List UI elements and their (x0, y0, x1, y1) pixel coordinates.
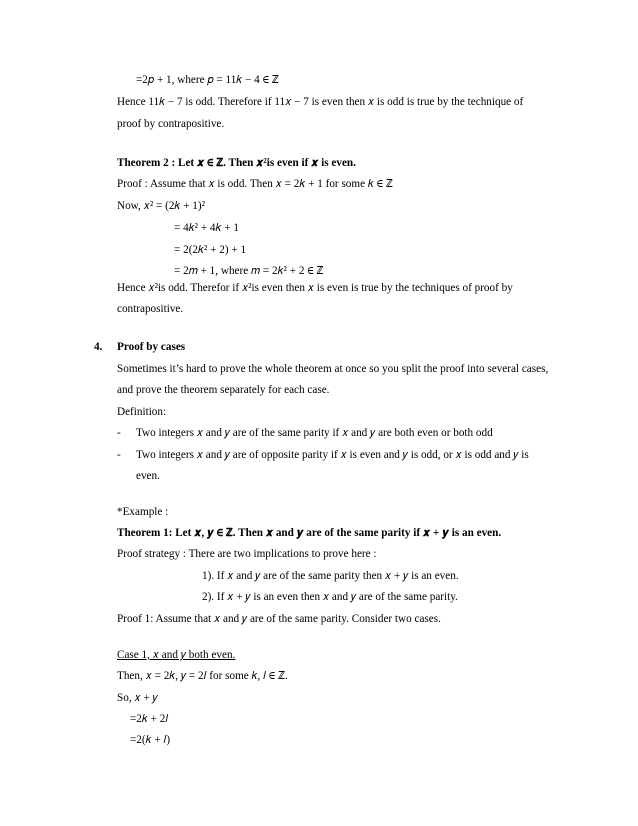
equation-line: Now, 𝑥² = (2𝑘 + 1)² (117, 200, 205, 212)
section-number: 4. (94, 341, 103, 353)
text-line: contrapositive. (117, 303, 184, 315)
text-line: Sometimes it’s hard to prove the whole theorem at once so you split the proof into several cases, (117, 363, 549, 375)
implication-item: 2). If 𝑥 + 𝑦 is an even then 𝑥 and 𝑦 are of the same parity. (202, 591, 458, 603)
text-line: Definition: (117, 406, 167, 418)
theorem-heading: Theorem 2 : Let 𝒙 ∈ ℤ. Then 𝒙²is even if 𝒙 is even. (117, 157, 356, 169)
text-line: Proof strategy : There are two implications to prove here : (117, 548, 377, 560)
list-item-continuation: even. (136, 470, 160, 482)
text-line: Proof 1: Assume that 𝑥 and 𝑦 are of the same parity. Consider two cases. (117, 613, 441, 625)
list-bullet: - (117, 427, 121, 439)
text-line: and prove the theorem separately for each case. (117, 384, 330, 396)
text-line: Proof : Assume that 𝑥 is odd. Then 𝑥 = 2𝑘 + 1 for some 𝑘 ∈ ℤ (117, 178, 393, 190)
text-line: Then, 𝑥 = 2𝑘, 𝑦 = 2𝑙 for some 𝑘, 𝑙 ∈ ℤ. (117, 670, 288, 682)
list-item: Two integers 𝑥 and 𝑦 are of the same parity if 𝑥 and 𝑦 are both even or both odd (136, 427, 493, 439)
case-heading: Case 1, 𝑥 and 𝑦 both even. (117, 649, 236, 661)
equation-line: So, 𝑥 + 𝑦 (117, 692, 158, 704)
example-label: *Example : (117, 506, 169, 518)
equation-line: =2𝑘 + 2𝑙 (130, 713, 169, 725)
equation-line: =2𝑝 + 1, where 𝑝 = 11𝑘 − 4 ∈ ℤ (136, 74, 279, 86)
theorem-heading: Theorem 1: Let 𝒙, 𝒚 ∈ ℤ. Then 𝒙 and 𝒚 are of the same parity if 𝒙 + 𝒚 is an even. (117, 527, 502, 539)
equation-line: = 2(2𝑘² + 2) + 1 (174, 244, 247, 256)
equation-line: = 4𝑘² + 4𝑘 + 1 (174, 222, 239, 234)
text-line: Hence 11𝑘 − 7 is odd. Therefore if 11𝑥 − 7 is even then 𝑥 is odd is true by the technique of (117, 96, 524, 108)
equation-line: = 2𝑚 + 1, where 𝑚 = 2𝑘² + 2 ∈ ℤ (174, 265, 324, 277)
list-bullet: - (117, 449, 121, 461)
section-heading: Proof by cases (117, 341, 186, 353)
text-line: proof by contrapositive. (117, 118, 225, 130)
implication-item: 1). If 𝑥 and 𝑦 are of the same parity then 𝑥 + 𝑦 is an even. (202, 570, 459, 582)
equation-line: =2(𝑘 + 𝑙) (130, 734, 171, 746)
list-item: Two integers 𝑥 and 𝑦 are of opposite parity if 𝑥 is even and 𝑦 is odd, or 𝑥 is odd and 𝑦 is (136, 449, 529, 461)
text-line: Hence 𝑥²is odd. Therefor if 𝑥²is even then 𝑥 is even is true by the techniques of proof by (117, 282, 513, 294)
